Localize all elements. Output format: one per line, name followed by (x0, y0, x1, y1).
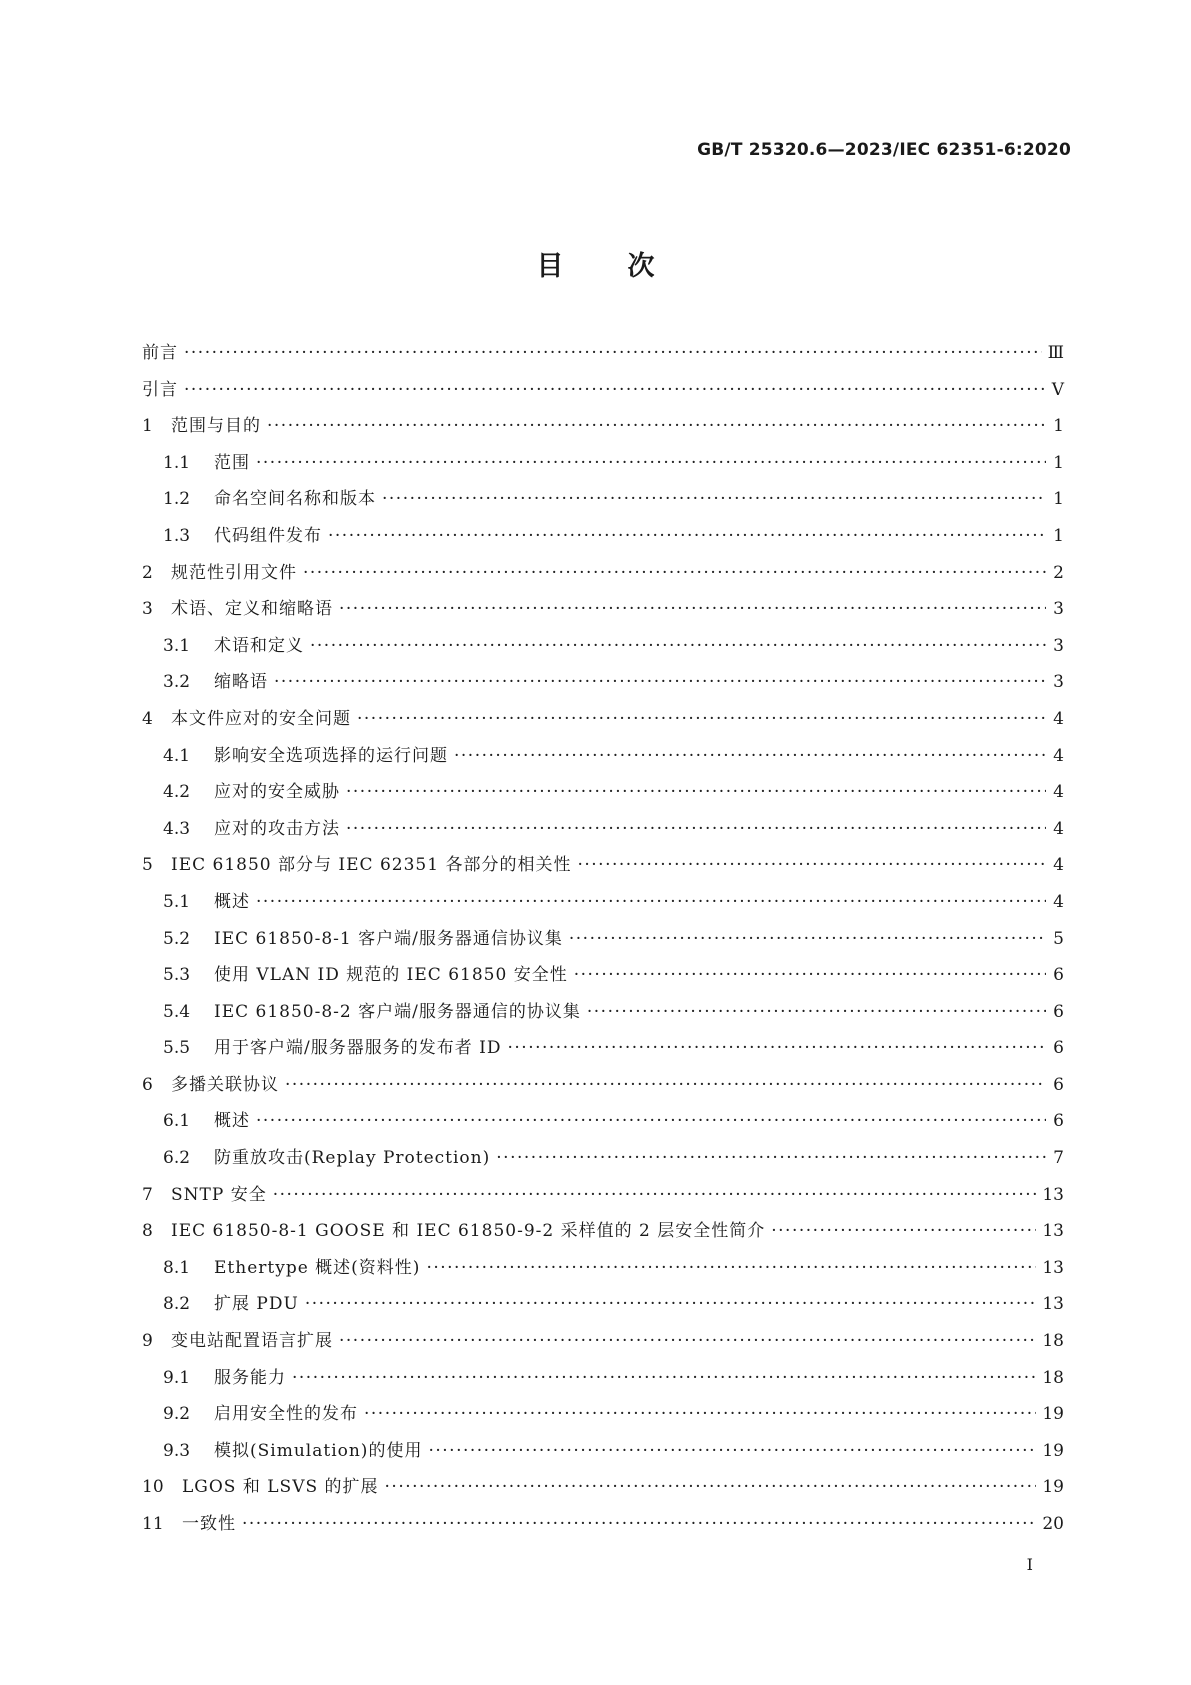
toc-entry[interactable] (142, 1326, 1064, 1363)
toc-entry-page: 1 (1053, 489, 1064, 510)
toc-entry-page: 4 (1053, 855, 1064, 876)
toc-entry-label: IEC 61850-8-1 GOOSE 和 IEC 61850-9-2 采样值的 2 层安全性简介 (171, 1221, 766, 1242)
toc-entry-sub[interactable] (142, 631, 1064, 668)
toc-entry-label: 扩展 PDU (214, 1294, 299, 1315)
toc-dot-leader (303, 563, 1046, 583)
toc-entry-label: 代码组件发布 (214, 525, 322, 546)
toc-entry-page: 13 (1042, 1294, 1064, 1315)
toc-entry-page: Ⅴ (1051, 379, 1064, 400)
standard-code: GB/T 25320.6—2023/IEC 62351-6:2020 (697, 140, 1071, 160)
toc-dot-leader (184, 380, 1046, 400)
toc-entry-number: 3 (142, 599, 153, 620)
toc-entry-number: 3.1 (163, 635, 191, 656)
toc-entry-number: 8.2 (163, 1294, 191, 1315)
toc-entry-number: 9 (142, 1331, 153, 1352)
toc-entry[interactable] (142, 594, 1064, 631)
toc-entry-page: 4 (1053, 818, 1064, 839)
toc-entry-page: 3 (1053, 599, 1064, 620)
toc-entry-number: 6 (142, 1074, 153, 1095)
toc-entry-page: 4 (1053, 891, 1064, 912)
toc-dot-leader (454, 746, 1046, 766)
toc-dot-leader (267, 416, 1046, 436)
toc-entry-number: 8 (142, 1221, 153, 1242)
toc-entry-page: 7 (1053, 1148, 1064, 1169)
toc-entry-number: 6.2 (163, 1148, 191, 1169)
toc-entry-sub[interactable] (142, 924, 1064, 961)
toc-entry-page: 13 (1042, 1184, 1064, 1205)
toc-entry-sub[interactable] (142, 960, 1064, 997)
toc-dot-leader (256, 453, 1046, 473)
toc-entry-label: 变电站配置语言扩展 (171, 1331, 333, 1352)
toc-entry-sub[interactable] (142, 741, 1064, 778)
toc-entry-number: 4 (142, 708, 153, 729)
toc-entry-label: 规范性引用文件 (171, 562, 297, 583)
toc-entry-page: 3 (1053, 635, 1064, 656)
toc-entry-label: 范围与目的 (171, 416, 261, 437)
toc-entry-page: 1 (1053, 416, 1064, 437)
toc-entry-label: 命名空间名称和版本 (214, 489, 376, 510)
toc-entry-number: 9.2 (163, 1404, 191, 1425)
toc-entry[interactable] (142, 375, 1064, 412)
toc-entry-sub[interactable] (142, 667, 1064, 704)
toc-entry-label: 防重放攻击(Replay Protection) (214, 1148, 491, 1169)
toc-entry-label: LGOS 和 LSVS 的扩展 (182, 1477, 379, 1498)
toc-entry-page: 19 (1042, 1477, 1064, 1498)
toc-entry-number: 2 (142, 562, 153, 583)
footer-page-number: Ⅰ (1026, 1555, 1033, 1574)
toc-entry-sub[interactable] (142, 1106, 1064, 1143)
toc-dot-leader (507, 1038, 1046, 1058)
toc-dot-leader (339, 599, 1046, 619)
page-title: 目次 (536, 251, 719, 282)
toc-entry-label: 一致性 (182, 1514, 236, 1534)
toc-entry-sub[interactable] (142, 1363, 1064, 1400)
toc-entry-number: 5.5 (163, 1038, 191, 1059)
toc-entry-number: 1.2 (163, 489, 191, 510)
toc-entry-page: 18 (1042, 1331, 1064, 1352)
toc-entry-number: 11 (142, 1514, 164, 1534)
toc-entry-page: 13 (1042, 1221, 1064, 1242)
toc-dot-leader (496, 1148, 1046, 1168)
toc-entry-number: 7 (142, 1184, 153, 1205)
toc-entry-sub[interactable] (142, 1436, 1064, 1473)
toc-dot-leader (305, 1294, 1037, 1314)
toc-entry-label: 术语、定义和缩略语 (171, 599, 333, 620)
toc-entry-label: 术语和定义 (214, 635, 304, 656)
toc-entry-label: 服务能力 (214, 1367, 286, 1388)
toc-entry-number: 5.3 (163, 965, 191, 986)
toc-dot-leader (385, 1477, 1037, 1497)
toc-entry-label: SNTP 安全 (171, 1184, 267, 1205)
toc-entry-page: 6 (1053, 1038, 1064, 1059)
toc-entry-sub[interactable] (142, 777, 1064, 814)
toc-dot-leader (256, 1111, 1046, 1131)
toc-entry-label: IEC 61850 部分与 IEC 62351 各部分的相关性 (171, 855, 572, 876)
toc-dot-leader (274, 672, 1046, 692)
toc-entry[interactable] (142, 850, 1064, 887)
toc-dot-leader (574, 965, 1046, 985)
toc-entry-number: 9.1 (163, 1367, 191, 1388)
toc-entry-page: 19 (1042, 1404, 1064, 1425)
toc-entry-sub[interactable] (142, 1143, 1064, 1180)
toc-dot-leader (242, 1514, 1036, 1534)
toc-entry-label: 引言 (142, 379, 178, 400)
toc-entry[interactable] (142, 411, 1064, 448)
toc-entry-number: 4.2 (163, 782, 191, 803)
toc-entry[interactable] (142, 558, 1064, 595)
toc-dot-leader (346, 782, 1046, 802)
toc-dot-leader (328, 526, 1046, 546)
toc-entry-label: 应对的攻击方法 (214, 818, 340, 839)
toc-entry-page: 18 (1042, 1367, 1064, 1388)
toc-entry[interactable] (142, 1070, 1064, 1107)
toc-dot-leader (382, 489, 1046, 509)
toc-entry-page: 20 (1042, 1514, 1064, 1534)
toc-entry-number: 4.3 (163, 818, 191, 839)
toc-entry-number: 9.3 (163, 1440, 191, 1461)
toc-entry[interactable] (142, 338, 1064, 375)
toc-entry-number: 5.2 (163, 928, 191, 949)
toc-dot-leader (273, 1185, 1037, 1205)
toc-entry[interactable] (142, 1472, 1064, 1509)
toc-entry-label: 概述 (214, 1111, 250, 1132)
toc-dot-leader (339, 1331, 1036, 1351)
toc-entry-page: 6 (1053, 1111, 1064, 1132)
toc-entry-page: 13 (1042, 1257, 1064, 1278)
toc-dot-leader (569, 929, 1046, 949)
toc-entry-number: 4.1 (163, 745, 191, 766)
toc-entry-page: 4 (1053, 782, 1064, 803)
toc-dot-leader (577, 855, 1046, 875)
toc-entry-sub[interactable] (142, 1399, 1064, 1436)
toc-dot-leader (426, 1258, 1036, 1278)
toc-entry-label: IEC 61850-8-2 客户端/服务器通信的协议集 (214, 1001, 581, 1022)
toc-entry[interactable] (142, 1180, 1064, 1217)
toc-entry-label: 用于客户端/服务器服务的发布者 ID (214, 1038, 502, 1059)
toc-entry-sub[interactable] (142, 814, 1064, 851)
toc-dot-leader (310, 636, 1046, 656)
toc-entry-label: 模拟(Simulation)的使用 (214, 1440, 423, 1461)
toc-entry-page: 4 (1053, 745, 1064, 766)
toc-entry-number: 5.4 (163, 1001, 191, 1022)
toc-dot-leader (292, 1368, 1036, 1388)
toc-entry-label: 本文件应对的安全问题 (171, 708, 351, 729)
toc-entry-page: 3 (1053, 672, 1064, 693)
toc-entry-sub[interactable] (142, 521, 1064, 558)
toc-dot-leader (771, 1221, 1036, 1241)
toc-dot-leader (428, 1441, 1036, 1461)
toc-dot-leader (346, 819, 1046, 839)
toc-entry-label: IEC 61850-8-1 客户端/服务器通信协议集 (214, 928, 563, 949)
toc-entry-label: 范围 (214, 452, 250, 473)
toc-entry-sub[interactable] (142, 1289, 1064, 1326)
toc-entry-number: 5 (142, 855, 153, 876)
toc-entry-sub[interactable] (142, 997, 1064, 1034)
toc-entry-sub[interactable] (142, 887, 1064, 924)
toc-dot-leader (256, 892, 1046, 912)
toc-entry-number: 1.3 (163, 525, 191, 546)
toc-entry-page: 4 (1053, 708, 1064, 729)
table-of-contents (142, 338, 1064, 1546)
toc-entry-page: 1 (1053, 525, 1064, 546)
toc-dot-leader (184, 343, 1042, 363)
toc-dot-leader (285, 1075, 1046, 1095)
toc-entry-number: 1.1 (163, 452, 191, 473)
toc-entry-sub[interactable] (142, 1033, 1064, 1070)
toc-entry-sub[interactable] (142, 1253, 1064, 1290)
toc-entry-label: 启用安全性的发布 (214, 1404, 358, 1425)
toc-entry-number: 5.1 (163, 891, 191, 912)
toc-entry-sub[interactable] (142, 484, 1064, 521)
toc-entry-page: 6 (1053, 1074, 1064, 1095)
toc-entry[interactable] (142, 704, 1064, 741)
toc-entry-label: 缩略语 (214, 672, 268, 693)
toc-entry-label: 应对的安全威胁 (214, 782, 340, 803)
toc-entry[interactable] (142, 1509, 1064, 1546)
toc-entry-number: 3.2 (163, 672, 191, 693)
toc-entry-page: 19 (1042, 1440, 1064, 1461)
toc-entry-label: 影响安全选项选择的运行问题 (214, 745, 448, 766)
toc-entry-label: 概述 (214, 891, 250, 912)
toc-entry-label: 多播关联协议 (171, 1074, 279, 1095)
toc-entry-label: 使用 VLAN ID 规范的 IEC 61850 安全性 (214, 965, 568, 986)
toc-entry-sub[interactable] (142, 448, 1064, 485)
toc-entry-page: 5 (1053, 928, 1064, 949)
toc-entry-number: 1 (142, 416, 153, 437)
toc-entry-page: Ⅲ (1047, 343, 1064, 363)
toc-entry-number: 10 (142, 1477, 164, 1498)
toc-dot-leader (364, 1404, 1036, 1424)
toc-dot-leader (357, 709, 1046, 729)
toc-dot-leader (587, 1002, 1046, 1022)
toc-entry-label: Ethertype 概述(资料性) (214, 1257, 421, 1278)
toc-entry-page: 1 (1053, 452, 1064, 473)
toc-entry-number: 6.1 (163, 1111, 191, 1132)
toc-entry-page: 6 (1053, 965, 1064, 986)
toc-entry-page: 2 (1053, 562, 1064, 583)
toc-entry[interactable] (142, 1216, 1064, 1253)
toc-entry-page: 6 (1053, 1001, 1064, 1022)
toc-entry-number: 8.1 (163, 1257, 191, 1278)
toc-entry-label: 前言 (142, 343, 178, 363)
